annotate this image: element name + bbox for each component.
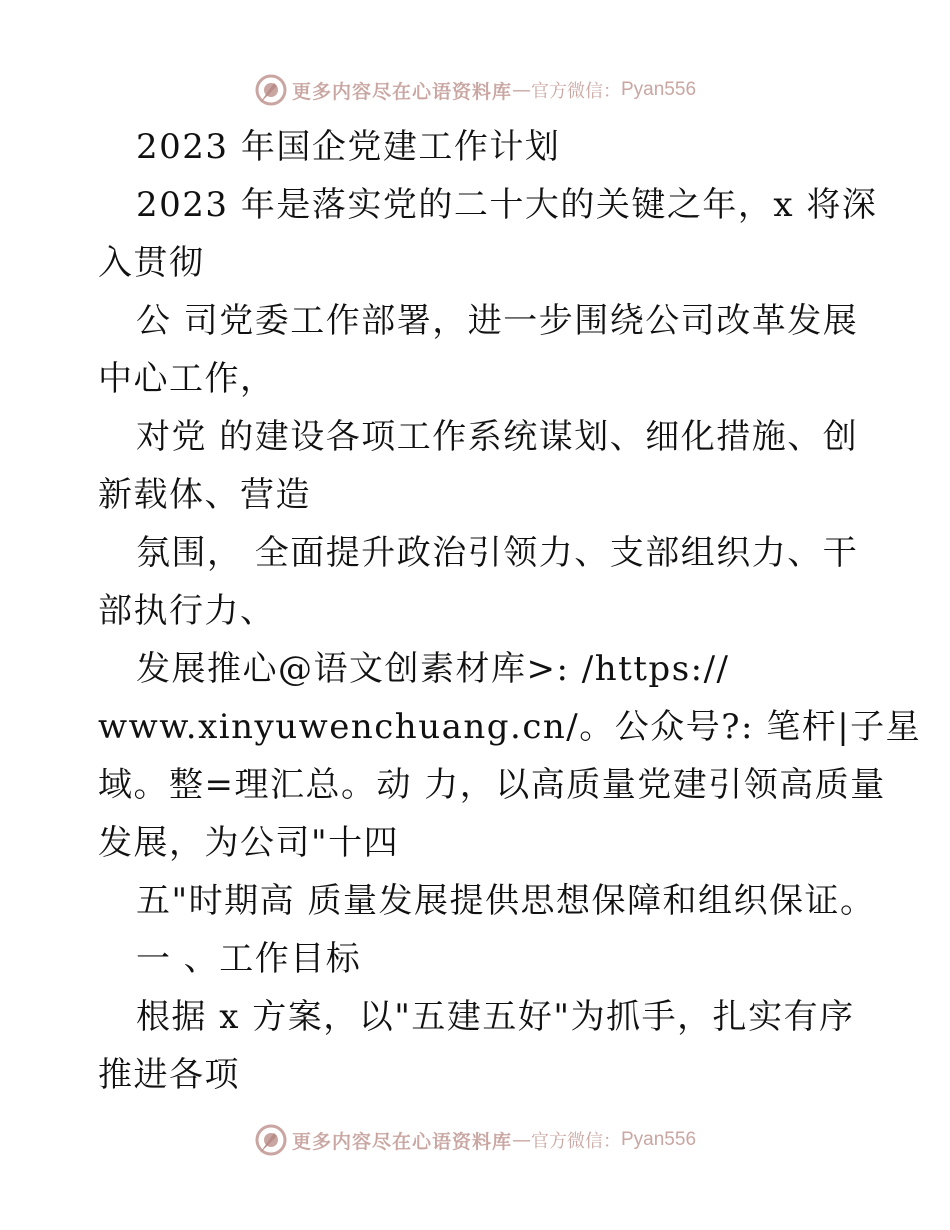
watermark-official: 官方微信：: [531, 81, 621, 102]
watermark-brand: 更多内容尽在心语资料库: [291, 80, 512, 103]
paragraph-line: 入贯彻: [98, 243, 205, 283]
paragraph-line: 公 司党委工作部署，进一步围绕公司改革发展: [136, 301, 859, 341]
paragraph-line: 部执行力、: [98, 591, 276, 631]
paragraph-line: 五"时期高 质量发展提供思想保障和组织保证。: [136, 881, 876, 921]
paragraph-line: 中心工作，: [98, 359, 276, 399]
watermark-wechat-id: Pyan556: [621, 79, 697, 100]
paragraph-line: 新载体、营造: [98, 475, 311, 515]
header-watermark: [0, 70, 950, 110]
watermark-dash: —: [512, 1129, 531, 1151]
paragraph-line: 根据 x 方案，以"五建五好"为抓手，扎实有序: [136, 997, 855, 1037]
watermark-wechat-id: Pyan556: [621, 1129, 697, 1150]
brand-logo-icon: [254, 73, 288, 107]
paragraph-line: 域。整=理汇总。动 力，以高质量党建引领高质量: [98, 765, 886, 805]
paragraph-line: 氛围， 全面提升政治引领力、支部组织力、干: [136, 533, 859, 573]
watermark-official: 官方微信：: [531, 1131, 621, 1152]
paragraph-line: 推进各项: [98, 1055, 240, 1095]
paragraph-line: 发展，为公司"十四: [98, 823, 400, 863]
paragraph-line: 对党 的建设各项工作系统谋划、细化措施、创: [136, 417, 859, 457]
watermark-dash: —: [512, 79, 531, 101]
footer-watermark: [0, 1120, 950, 1160]
document-title: 2023 年国企党建工作计划: [136, 127, 561, 167]
paragraph-line: 发展推心@语文创素材库>: /https://: [136, 649, 730, 689]
watermark-brand: 更多内容尽在心语资料库: [291, 1130, 512, 1153]
document-body: [98, 118, 922, 1104]
brand-logo-icon: [254, 1123, 288, 1157]
paragraph-line: www.xinyuwenchuang.cn/。公众号?: 笔杆|子星: [98, 707, 922, 747]
section-heading: 一 、工作目标: [136, 939, 362, 979]
paragraph-line: 2023 年是落实党的二十大的关键之年，x 将深: [136, 185, 878, 225]
